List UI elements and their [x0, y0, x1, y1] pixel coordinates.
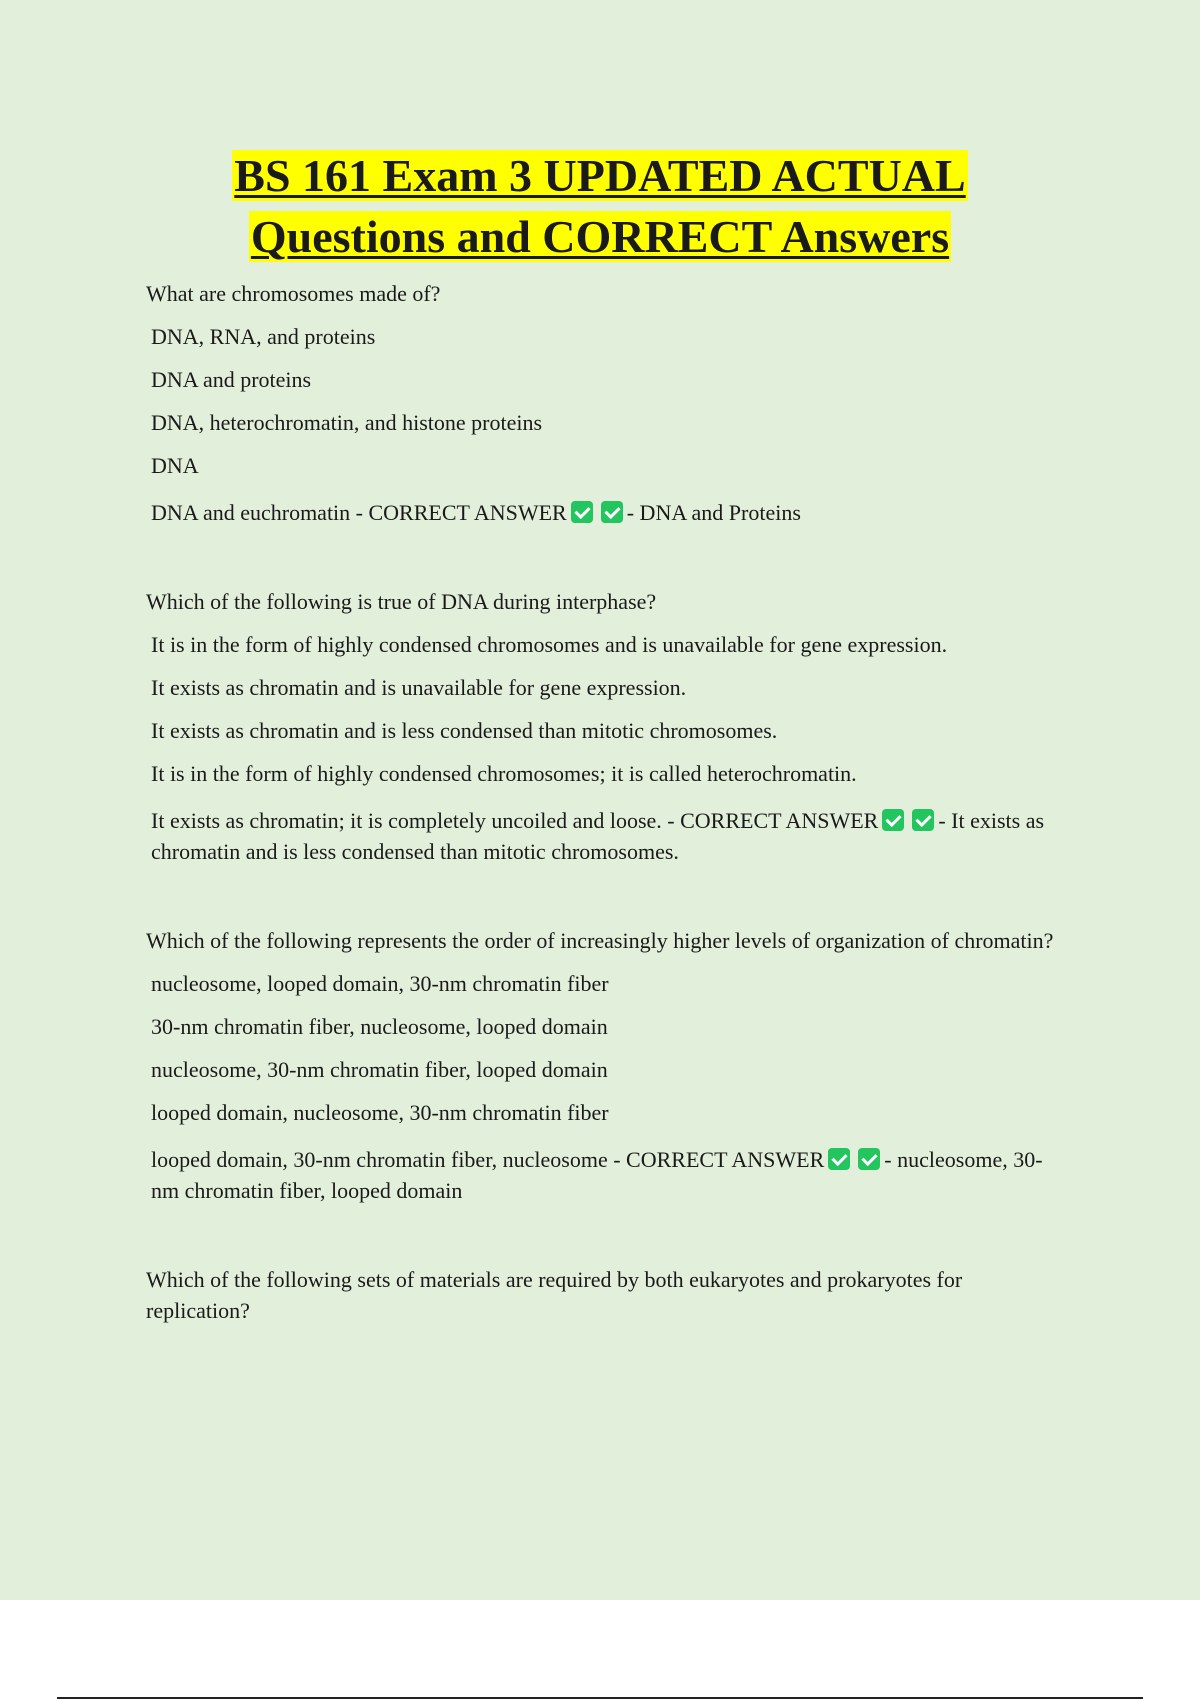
answer-option-text: DNA and euchromatin - CORRECT ANSWER [151, 500, 567, 525]
question-text: Which of the following sets of materials are required by both eukaryotes and prokaryotes for replication? [146, 1267, 963, 1323]
title-line-2: Questions and CORRECT Answers [250, 211, 950, 262]
answer-option: DNA, heterochromatin, and histone proteins [151, 410, 543, 435]
check-box-icon [601, 501, 623, 523]
answer-option: 30-nm chromatin fiber, nucleosome, looped domain [151, 1014, 608, 1039]
answer-option: It is in the form of highly condensed chromosomes; it is called heterochromatin. [151, 761, 857, 786]
answer-option: nucleosome, looped domain, 30-nm chromatin fiber [151, 971, 609, 996]
answer-option: nucleosome, 30-nm chromatin fiber, looped domain [151, 1057, 608, 1082]
question-text: Which of the following represents the order of increasingly higher levels of organization of chromatin? [146, 928, 1054, 953]
answer-option-text: looped domain, 30-nm chromatin fiber, nucleosome - CORRECT ANSWER [151, 1147, 825, 1172]
answer-option-with-key [146, 805, 1066, 867]
answer-option: DNA, RNA, and proteins [151, 324, 376, 349]
question-block [146, 586, 1066, 867]
answer-option: DNA [151, 453, 199, 478]
check-box-icon [882, 809, 904, 831]
answer-option-text: It exists as chromatin; it is completely uncoiled and loose. - CORRECT ANSWER [151, 808, 879, 833]
answer-option-with-key [146, 497, 1066, 528]
check-box-icon [828, 1148, 850, 1170]
correct-answer-text: - It exists as chromatin and is less condensed than mitotic chromosomes. [151, 808, 1045, 864]
answer-option: It exists as chromatin and is unavailable for gene expression. [151, 675, 687, 700]
question-block [146, 925, 1066, 1206]
title-line-1: BS 161 Exam 3 UPDATED ACTUAL [234, 150, 966, 201]
question-text: Which of the following is true of DNA during interphase? [146, 589, 657, 614]
correct-answer-text: - DNA and Proteins [626, 500, 801, 525]
question-block [146, 1264, 1066, 1326]
document-title [0, 145, 1200, 267]
answer-option: looped domain, nucleosome, 30-nm chromatin fiber [151, 1100, 609, 1125]
check-box-icon [858, 1148, 880, 1170]
check-box-icon [912, 809, 934, 831]
correct-answer-text: - nucleosome, 30-nm chromatin fiber, looped domain [151, 1147, 1043, 1203]
question-text: What are chromosomes made of? [146, 281, 441, 306]
footer-divider [57, 1697, 1143, 1699]
questions-list [146, 278, 1066, 1384]
question-block [146, 278, 1066, 528]
answer-option: DNA and proteins [151, 367, 312, 392]
check-box-icon [571, 501, 593, 523]
answer-option: It exists as chromatin and is less condensed than mitotic chromosomes. [151, 718, 778, 743]
answer-option-with-key [146, 1144, 1066, 1206]
answer-option: It is in the form of highly condensed chromosomes and is unavailable for gene expression. [151, 632, 948, 657]
